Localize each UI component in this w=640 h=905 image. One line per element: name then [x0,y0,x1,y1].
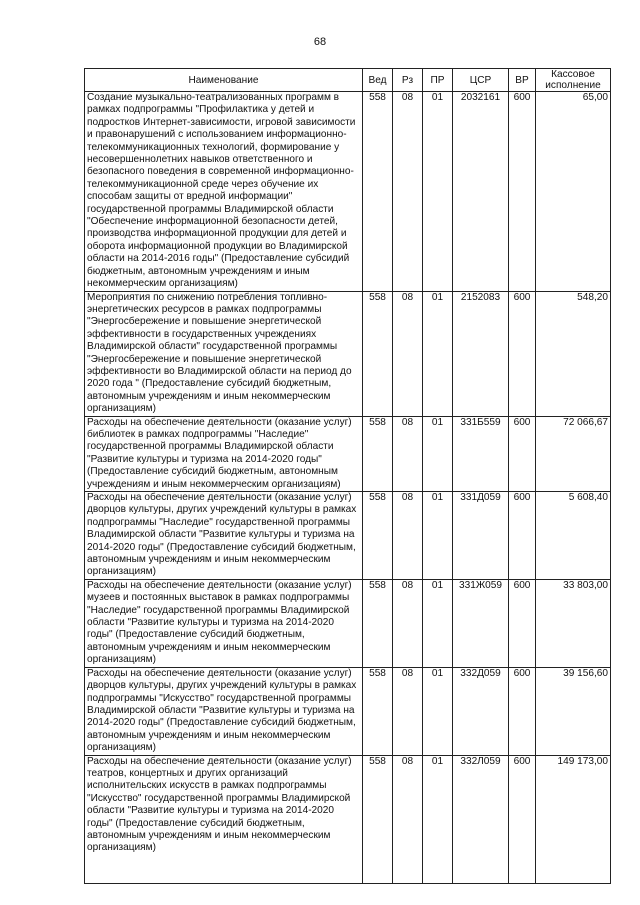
cell-ved: 558 [363,92,393,292]
cell-sum: 5 608,40 [536,492,611,580]
cell-csr: 331Ж059 [453,579,509,667]
header-sum: Кассовое исполнение [536,69,611,92]
cell-sum: 548,20 [536,291,611,416]
cell-sum: 65,00 [536,92,611,292]
cell-ved: 558 [363,492,393,580]
cell-vr: 600 [509,291,536,416]
table-row [85,291,611,416]
cell-vr: 600 [509,92,536,292]
header-rz: Рз [393,69,423,92]
cell-ved: 558 [363,579,393,667]
cell-pr: 01 [423,492,453,580]
table-row [85,755,611,883]
cell-ved: 558 [363,755,393,883]
cell-rz: 08 [393,579,423,667]
cell-vr: 600 [509,667,536,755]
table-row [85,667,611,755]
cell-name: Расходы на обеспечение деятельности (оказание услуг) театров, концертных и других организаций исполнительских искусств в рамках подпрограммы "Искусство" государственной программы Владимирской области "Развитие культуры и туризма на 2014-2020 годы" (Предоставление субсидий бюджетным, автономным учреждениям и иным некоммерческим организациям) [85,755,363,883]
cell-rz: 08 [393,667,423,755]
cell-vr: 600 [509,492,536,580]
cell-vr: 600 [509,755,536,883]
cell-rz: 08 [393,92,423,292]
cell-csr: 332Д059 [453,667,509,755]
budget-table [84,68,611,884]
cell-csr: 332Л059 [453,755,509,883]
table-row [85,579,611,667]
cell-sum: 72 066,67 [536,416,611,491]
header-csr: ЦСР [453,69,509,92]
cell-vr: 600 [509,416,536,491]
cell-pr: 01 [423,92,453,292]
header-name: Наименование [85,69,363,92]
cell-pr: 01 [423,579,453,667]
cell-sum: 149 173,00 [536,755,611,883]
cell-csr: 331Д059 [453,492,509,580]
table-row [85,492,611,580]
header-pr: ПР [423,69,453,92]
cell-vr: 600 [509,579,536,667]
cell-name: Расходы на обеспечение деятельности (оказание услуг) библиотек в рамках подпрограммы "Наследие" государственной программы Владимирской области "Развитие культуры и туризма на 2014-2020 годы" (Предоставление субсидий бюджетным, автономным учреждениям и иным некоммерческим организациям) [85,416,363,491]
cell-csr: 2032161 [453,92,509,292]
table-header-row [85,69,611,92]
header-ved: Вед [363,69,393,92]
cell-rz: 08 [393,416,423,491]
cell-csr: 2152083 [453,291,509,416]
cell-name: Мероприятия по снижению потребления топливно-энергетических ресурсов в рамках подпрограммы "Энергосбережение и повышение энергетической эффективности в государственных учреждениях Владимирской области" государственной программы "Энергосбережение и повышение энергетической эффективности во Владимирской области на период до 2020 года " (Предоставление субсидий бюджетным, автономным учреждениям и иным некоммерческим организациям) [85,291,363,416]
cell-csr: 331Б559 [453,416,509,491]
cell-rz: 08 [393,755,423,883]
cell-pr: 01 [423,667,453,755]
cell-rz: 08 [393,492,423,580]
cell-ved: 558 [363,291,393,416]
cell-ved: 558 [363,416,393,491]
cell-pr: 01 [423,416,453,491]
cell-sum: 39 156,60 [536,667,611,755]
cell-name: Расходы на обеспечение деятельности (оказание услуг) дворцов культуры, других учреждений культуры в рамках подпрограммы "Наследие" государственной программы Владимирской области "Развитие культуры и туризма на 2014-2020 годы" (Предоставление субсидий бюджетным, автономным учреждениям и иным некоммерческим организациям) [85,492,363,580]
cell-pr: 01 [423,291,453,416]
cell-name: Расходы на обеспечение деятельности (оказание услуг) дворцов культуры, других учреждений культуры в рамках подпрограммы "Искусство" государственной программы Владимирской области "Развитие культуры и туризма на 2014-2020 годы" (Предоставление субсидий бюджетным, автономным учреждениям и иным некоммерческим организациям) [85,667,363,755]
cell-name: Расходы на обеспечение деятельности (оказание услуг) музеев и постоянных выставок в рамках подпрограммы "Наследие" государственной программы Владимирской области "Развитие культуры и туризма на 2014-2020 годы" (Предоставление субсидий бюджетным, автономным учреждениям и иным некоммерческим организациям) [85,579,363,667]
table-row [85,92,611,292]
table-row [85,416,611,491]
header-vr: ВР [509,69,536,92]
cell-ved: 558 [363,667,393,755]
cell-rz: 08 [393,291,423,416]
cell-sum: 33 803,00 [536,579,611,667]
cell-pr: 01 [423,755,453,883]
cell-name: Создание музыкально-театрализованных программ в рамках подпрограммы "Профилактика у детей и подростков Интернет-зависимости, игровой зависимости и правонарушений с использованием информационно-телекоммуникационных технологий, формирование у несовершеннолетних навыков ответственного и безопасного поведения в современной информационно-телекоммуникационной среде через обучение их способам защиты от вредной информации" государственной программы Владимирской области "Обеспечение информационной безопасности детей, производства информационной продукции для детей и оборота информационной продукции во Владимирской области на 2014-2016 годы" (Предоставление субсидий бюджетным, автономным учреждениям и иным некоммерческим организациям) [85,92,363,292]
page-number: 68 [313,36,327,48]
